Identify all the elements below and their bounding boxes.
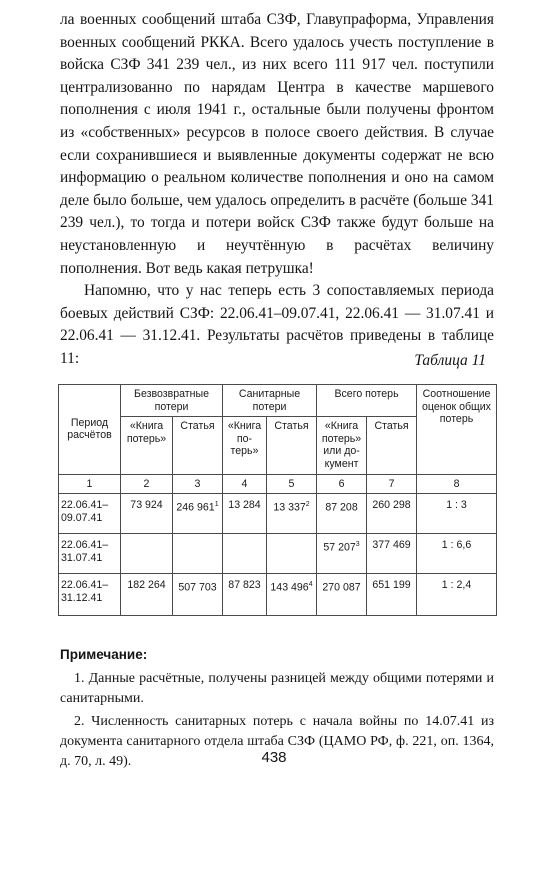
subheader-book: «Книга по-терь» (223, 417, 267, 474)
cell-period: 22.06.41–31.12.41 (59, 574, 121, 616)
subheader-book: «Книга потерь» (121, 417, 173, 474)
cell-value: 87 208 (325, 501, 358, 514)
cell-tot-article: 260 298 (367, 494, 417, 534)
cell-value: 13 337 (273, 501, 306, 514)
cell-irr-article (173, 534, 223, 574)
cell-irr-book (121, 534, 173, 574)
header-irrecoverable: Безвозвратные потери (121, 385, 223, 417)
column-number: 5 (267, 474, 317, 494)
table-header-row (59, 385, 497, 417)
column-number: 4 (223, 474, 267, 494)
cell-value: 270 087 (322, 581, 361, 594)
footnote-marker: 2 (305, 501, 310, 509)
subheader-article: Статья (367, 417, 417, 474)
footnote-marker: 4 (308, 581, 313, 589)
cell-irr-book: 182 264 (121, 574, 173, 616)
header-total: Всего потерь (317, 385, 417, 417)
header-ratio: Соотношение оценок общих потерь (417, 385, 497, 475)
cell-ratio: 1 : 3 (417, 494, 497, 534)
cell-ratio: 1 : 2,4 (417, 574, 497, 616)
column-number: 1 (59, 474, 121, 494)
page-number: 438 (261, 749, 287, 766)
table-row (59, 534, 497, 574)
column-number: 3 (173, 474, 223, 494)
cell-ratio: 1 : 6,6 (417, 534, 497, 574)
losses-table (58, 384, 497, 616)
column-number: 6 (317, 474, 367, 494)
paragraph: Напомню, что у нас теперь есть 3 сопоставляемых периода боевых действий СЗФ: 22.06.41–09.07.41, 22.06.41 — 31.07.41 и 22.06.41 — 31.12.41. Результаты расчётов приведены в таблице 11: (60, 282, 494, 367)
cell-san-book: 13 284 (223, 494, 267, 534)
cell-irr-article (173, 494, 223, 534)
cell-san-article (267, 534, 317, 574)
footnote-marker: 1 (214, 501, 219, 509)
column-number-row (59, 474, 497, 494)
body-text (60, 9, 494, 371)
cell-tot-book (317, 494, 367, 534)
table-caption: Таблица 11 (414, 352, 486, 369)
cell-value: 143 496 (270, 581, 309, 594)
cell-san-article (267, 494, 317, 534)
cell-tot-book (317, 574, 367, 616)
cell-value: 507 703 (178, 581, 217, 594)
note-item: 1. Данные расчётные, получены разницей между общими потерями и санитарными. (60, 671, 494, 706)
cell-period: 22.06.41–31.07.41 (59, 534, 121, 574)
note-item: 2. Численность санитарных потерь с начала войны по 14.07.41 из документа санитарного отдела штаба СЗФ (ЦАМО РФ, ф. 221, оп. 1364, д. 70, л. 49). (60, 714, 494, 769)
subheader-article: Статья (267, 417, 317, 474)
notes-title: Примечание: (60, 647, 148, 662)
subheader-article: Статья (173, 417, 223, 474)
cell-value: 57 207 (323, 541, 356, 554)
table-row (59, 574, 497, 616)
cell-period: 22.06.41–09.07.41 (59, 494, 121, 534)
cell-tot-article: 651 199 (367, 574, 417, 616)
cell-value: 246 961 (176, 501, 215, 514)
cell-tot-book (317, 534, 367, 574)
cell-san-book: 87 823 (223, 574, 267, 616)
cell-san-book (223, 534, 267, 574)
cell-irr-article (173, 574, 223, 616)
cell-irr-book: 73 924 (121, 494, 173, 534)
header-period: Период расчётов (59, 385, 121, 475)
column-number: 2 (121, 474, 173, 494)
column-number: 8 (417, 474, 497, 494)
cell-tot-article: 377 469 (367, 534, 417, 574)
paragraph: ла военных сообщений штаба СЗФ, Главупраформа, Управления военных сообщений РККА. Всего удалось учесть поступление в войска СЗФ 341 239 чел., из них всего 111 917 чел. поступили централизованно по нарядам Центра в качестве маршевого пополнения с июля 1941 г., остальные были получены фронтом из «собственных» ресурсов в полосе своего действия. В случае если сохранившиеся и выявленные документы содержат не всю информацию о реальном количестве пополнения и оно на самом деле было больше, чем удалось определить в расчёте (больше 341 239 чел.), то тогда и потери войск СЗФ также будут больше на неустановленную и неучтённую в расчётах величину пополнения. Вот ведь какая петрушка! (60, 11, 494, 277)
cell-san-article (267, 574, 317, 616)
table-row (59, 494, 497, 534)
column-number: 7 (367, 474, 417, 494)
subheader-book-or-document: «Книга потерь» или до-кумент (317, 417, 367, 474)
footnote-marker: 3 (355, 541, 360, 549)
header-sanitary: Санитарные потери (223, 385, 317, 417)
